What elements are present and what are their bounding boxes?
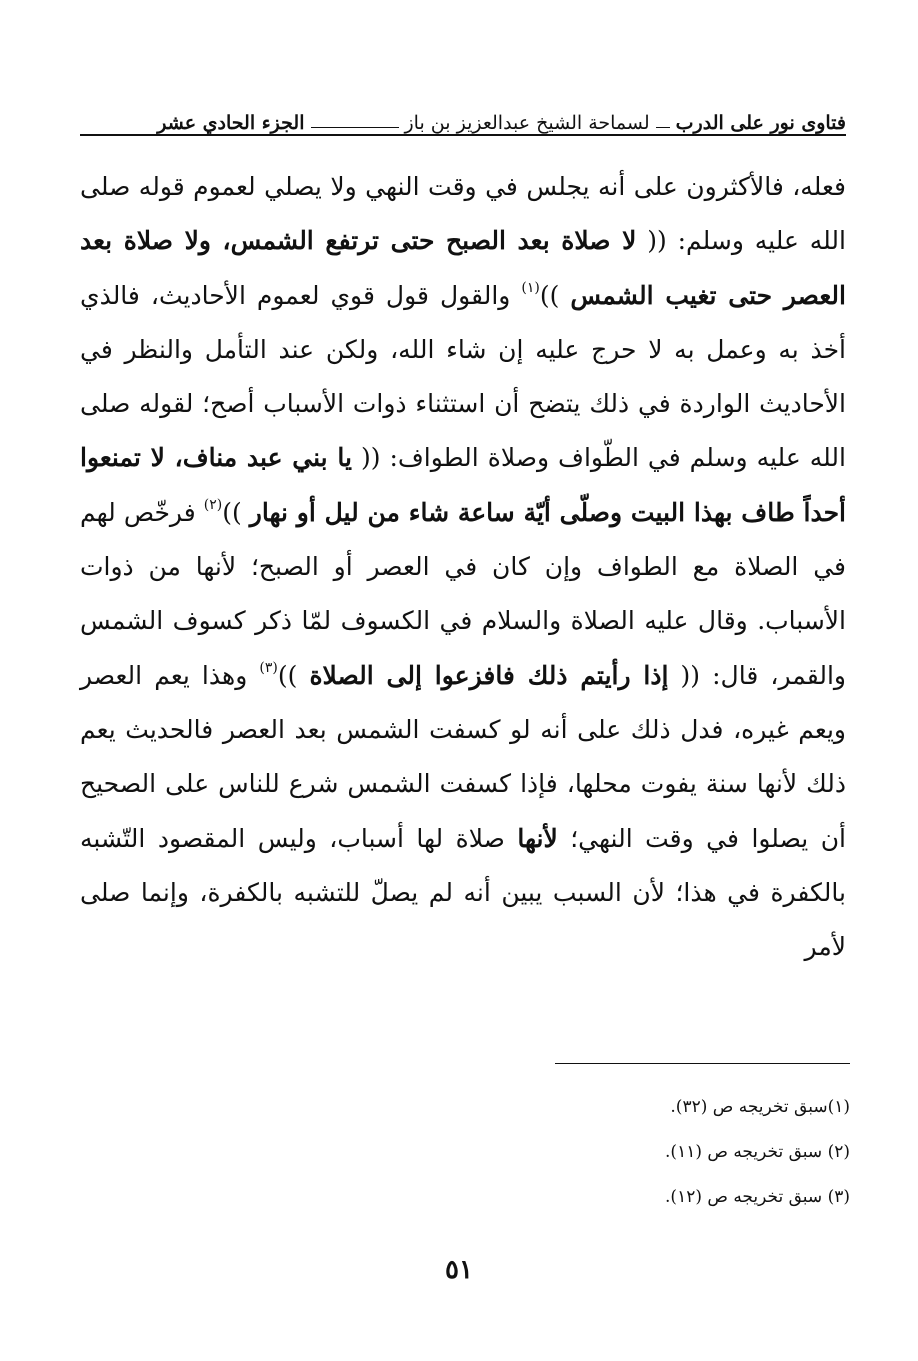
emphasis-word: لأنها [517, 823, 558, 853]
hadith-quote: إذا رأيتم ذلك فافزعوا إلى الصلاة [309, 660, 669, 690]
author-name: لسماحة الشيخ عبدالعزيز بن باز [404, 112, 650, 134]
hadith-quote: لا صلاة بعد الصبح حتى ترتفع الشمس، ولا صلاة بعد العصر حتى تغيب الشمس [80, 226, 846, 310]
book-title: فتاوى نور على الدرب [675, 112, 846, 134]
main-text [80, 160, 846, 974]
volume-label: الجزء الحادي عشر [157, 112, 305, 134]
footnote-ref: (٣) [259, 659, 278, 676]
page-number: ٥١ [445, 1255, 473, 1285]
footnote: (٢) سبق تخريجه ص (١١). [665, 1142, 850, 1162]
body-paragraph: فعله، فالأكثرون على أنه يجلس في وقت النهي ولا يصلي لعموم قوله صلى الله عليه وسلم: (( لا صلاة بعد الصبح حتى ترتفع الشمس، ولا صلاة بعد العصر حتى تغيب الشمس ))$^{(١)}$ والقول قول قوي لعموم الأحاديث، فالذي أخذ به وعمل به لا حرج عليه إن شاء الله، ولكن عند التأمل والنظر في الأحاديث الواردة في ذلك يتضح أن استثناء ذوات الأسباب أصح؛ لقوله صلى الله عليه وسلم في الطّواف وصلاة الطواف: (( يا بني عبد مناف، لا تمنعوا أحداً طاف بهذا البيت وصلّى أيّة ساعة شاء من ليل أو نهار ))$^{(٢)}$ فرخّص لهم في الصلاة مع الطواف وإن كان في العصر أو الصبح؛ لأنها من ذوات الأسباب. وقال عليه الصلاة والسلام في الكسوف لمّا ذكر كسوف الشمس والقمر، قال: (( إذا رأيتم ذلك فافزعوا إلى الصلاة ))$^{(٣)}$ وهذا يعم العصر ويعم غيره، فدل ذلك على أنه لو كسفت الشمس بعد العصر فالحديث يعم ذلك لأنها سنة يفوت محلها، فإذا كسفت الشمس شرع للناس على الصحيح أن يصلوا في وقت النهي؛ لأنها صلاة لها أسباب، وليس المقصود التّشبه بالكفرة في هذا؛ لأن السبب يبين أنه لم يصلّ للتشبه بالكفرة، وإنما صلى لأمر [80, 172, 846, 962]
header-dash [656, 127, 670, 128]
footnote-ref: (٢) [203, 496, 223, 513]
header-rule [80, 134, 846, 136]
footnote-ref: (١) [521, 279, 540, 296]
footnote: (٣) سبق تخريجه ص (١٢). [665, 1187, 850, 1207]
footnote: (١)سبق تخريجه ص (٣٢). [670, 1097, 850, 1117]
hadith-quote: يا بني عبد مناف، لا تمنعوا أحداً طاف بهذا البيت وصلّى أيّة ساعة شاء من ليل أو نهار [80, 443, 846, 527]
running-header [80, 98, 846, 134]
footnote-rule [555, 1063, 850, 1064]
header-dash [311, 127, 399, 128]
footnotes [450, 1085, 850, 1220]
